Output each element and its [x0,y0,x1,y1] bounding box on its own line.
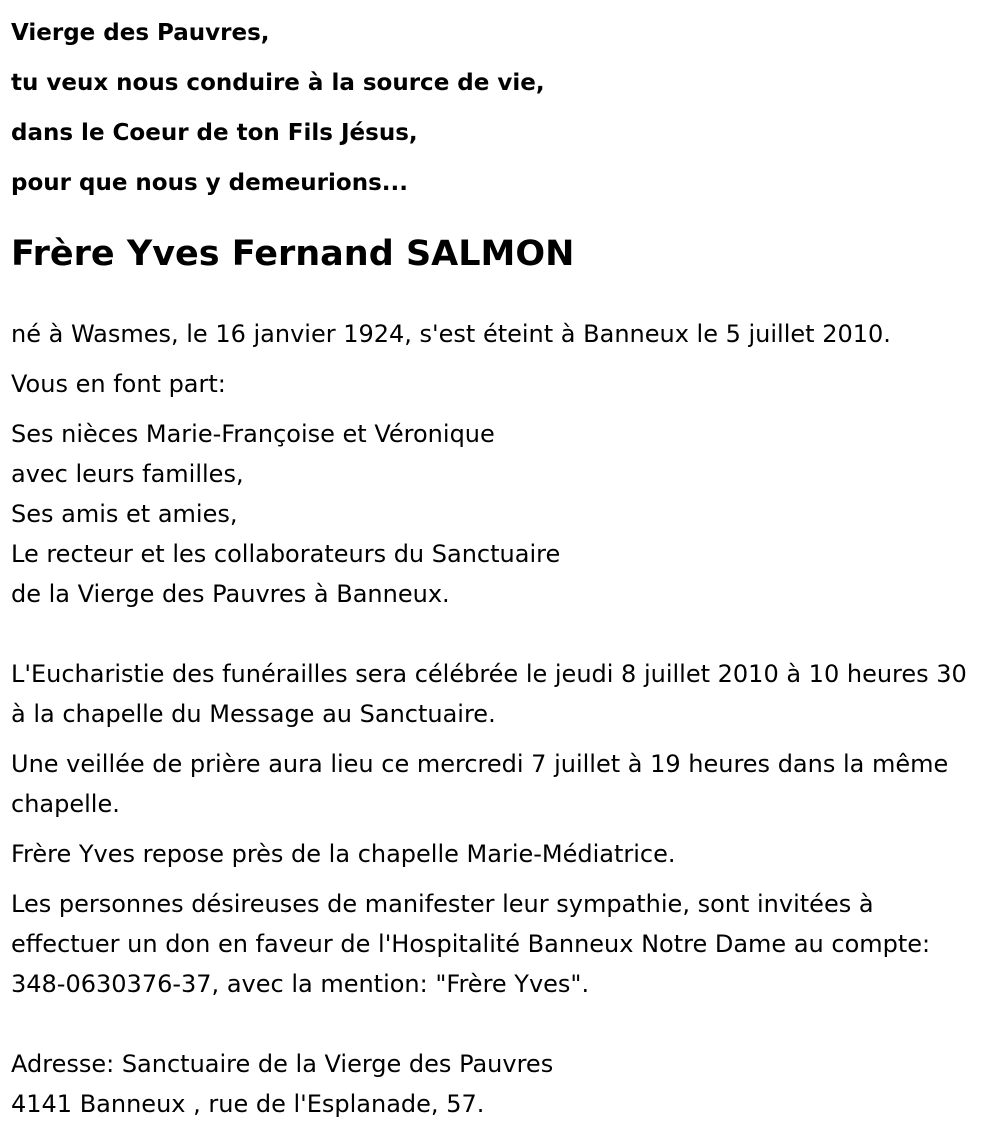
verse-line: dans le Coeur de ton Fils Jésus, [11,120,418,146]
deceased-name: Frère Yves Fernand SALMON [11,234,575,274]
address-line: Adresse: Sanctuaire de la Vierge des Pauvres [11,1050,554,1078]
mourner-line: Ses nièces Marie-Françoise et Véronique [11,420,495,448]
funeral-eucharist: L'Eucharistie des funérailles sera célébrée le jeudi 8 juillet 2010 à 10 heures 30 à la chapelle du Message au Sanctuaire. [11,660,967,728]
mourner-line: Ses amis et amies, [11,500,238,528]
verse-line: tu veux nous conduire à la source de vie, [11,70,545,96]
obituary-body [11,314,1000,1124]
prayer-vigil: Une veillée de prière aura lieu ce mercredi 7 juillet à 19 heures dans la même chapelle. [11,750,949,818]
announce-intro: Vous en font part: [11,370,226,398]
donation-notice: Les personnes désireuses de manifester leur sympathie, sont invitées à effectuer un don en faveur de l'Hospitalité Banneux Notre Dame au compte: 348-0630376-37, avec la mention: "Frère Yves". [11,890,931,998]
mourners-list [11,414,1000,614]
mourner-line: avec leurs familles, [11,460,244,488]
verse-line: pour que nous y demeurions... [11,170,408,196]
address-line: 4141 Banneux , rue de l'Esplanade, 57. [11,1090,485,1118]
birth-death-line: né à Wasmes, le 16 janvier 1924, s'est éteint à Banneux le 5 juillet 2010. [11,320,891,348]
verse-line: Vierge des Pauvres, [11,20,270,46]
prayer-verse [11,0,1000,208]
resting-place: Frère Yves repose près de la chapelle Marie-Médiatrice. [11,840,676,868]
mourner-line: Le recteur et les collaborateurs du Sanctuaire [11,540,561,568]
address-block [11,1044,1000,1124]
mourner-line: de la Vierge des Pauvres à Banneux. [11,580,450,608]
